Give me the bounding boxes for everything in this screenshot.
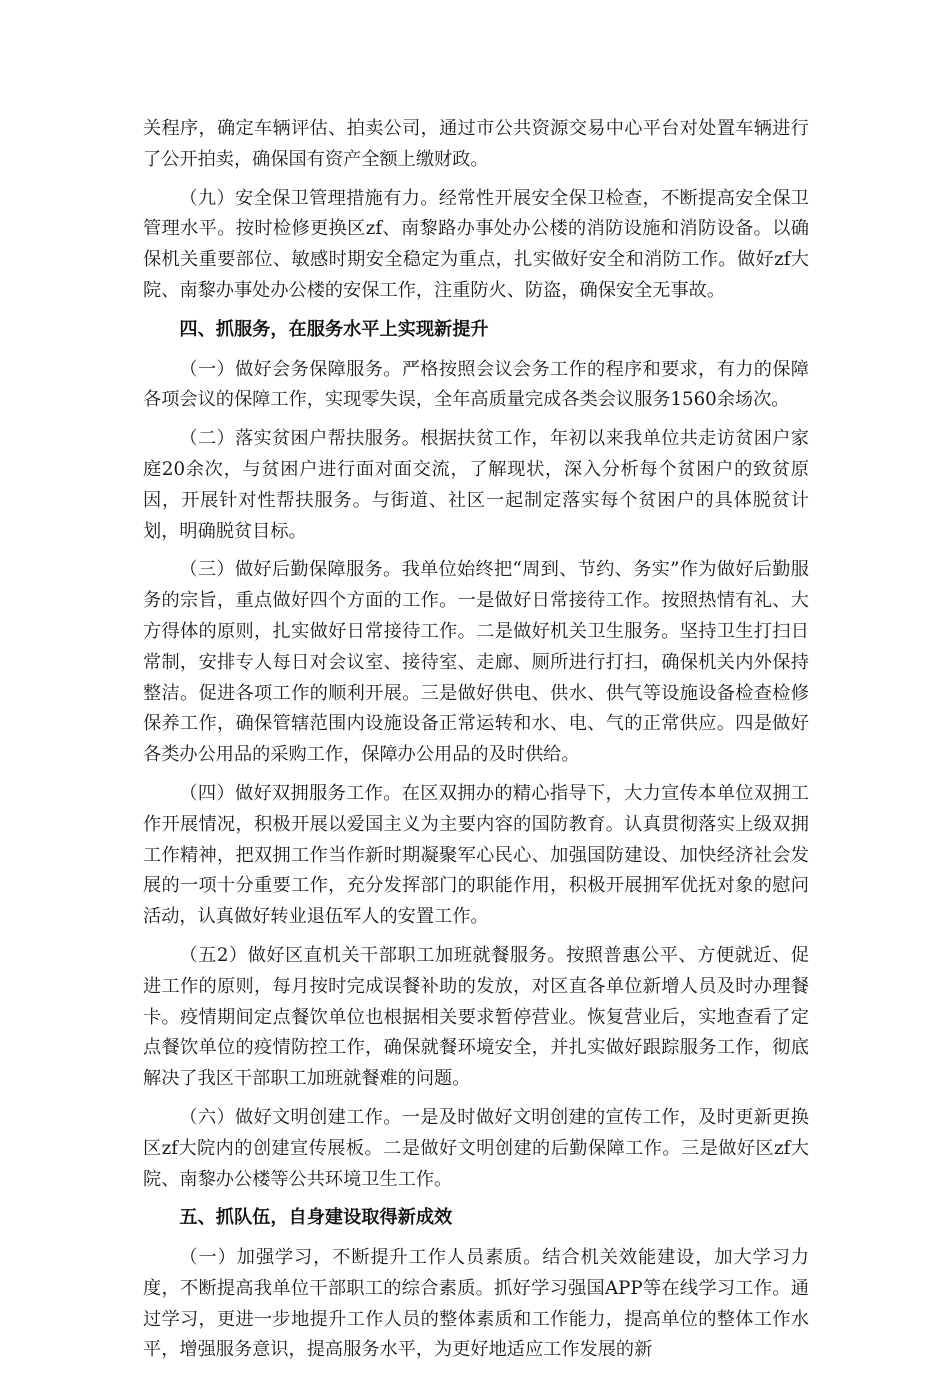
paragraph-continuation: 关程序，确定车辆评估、拍卖公司，通过市公共资源交易中心平台对处置车辆进行了公开拍卖，确保国有资产全额上缴财政。: [143, 118, 809, 170]
document-page: [143, 114, 809, 1374]
paragraph-poverty-assistance: （二）落实贫困户帮扶服务。根据扶贫工作，年初以来我单位共走访贫困户家庭20余次，与贫困户进行面对面交流，了解现状，深入分析每个贫困户的致贫原因，开展针对性帮扶服务。与街道、社区一起制定落实每个贫困户的具体脱贫计划，明确脱贫目标。: [143, 428, 809, 542]
section-heading-service: 四、抓服务，在服务水平上实现新提升: [179, 318, 489, 340]
paragraph-security-management: （九）安全保卫管理措施有力。经常性开展安全保卫检查，不断提高安全保卫管理水平。按时检修更换区zf、南黎路办事处办公楼的消防设施和消防设备。以确保机关重要部位、敏感时期安全稳定为重点，扎实做好安全和消防工作。做好zf大院、南黎办事处办公楼的安保工作，注重防火、防盗，确保安全无事故。: [143, 187, 809, 301]
paragraph-civilization-creation: （六）做好文明创建工作。一是及时做好文明创建的宣传工作，及时更新更换区zf大院内的创建宣传展板。二是做好文明创建的后勤保障工作。三是做好区zf大院、南黎办公楼等公共环境卫生工作。: [143, 1106, 809, 1190]
paragraph-meeting-service: （一）做好会务保障服务。严格按照会议会务工作的程序和要求，有力的保障各项会议的保障工作，实现零失误，全年高质量完成各类会议服务1560余场次。: [143, 358, 809, 411]
paragraph-strengthen-learning: （一）加强学习，不断提升工作人员素质。结合机关效能建设，加大学习力度，不断提高我单位干部职工的综合素质。抓好学习强国APP等在线学习工作。通过学习，更进一步地提升工作人员的整体素质和工作能力，提高单位的整体工作水平，增强服务意识，提高服务水平，为更好地适应工作发展的新: [143, 1247, 809, 1361]
paragraph-military-support: （四）做好双拥服务工作。在区双拥办的精心指导下，大力宣传本单位双拥工作开展情况，积极开展以爱国主义为主要内容的国防教育。认真贯彻落实上级双拥工作精神，把双拥工作当作新时期凝聚军心民心、加强国防建设、加快经济社会发展的一项十分重要工作，充分发挥部门的职能作用，积极开展拥军优抚对象的慰问活动，认真做好转业退伍军人的安置工作。: [143, 782, 809, 928]
paragraph-overtime-meals: （五2）做好区直机关干部职工加班就餐服务。按照普惠公平、方便就近、促进工作的原则，每月按时完成误餐补助的发放，对区直各单位新增人员及时办理餐卡。疫情期间定点餐饮单位也根据相关要求暂停营业。恢复营业后，实地查看了定点餐饮单位的疫情防控工作，确保就餐环境安全，并扎实做好跟踪服务工作，彻底解决了我区干部职工加班就餐难的问题。: [143, 944, 809, 1090]
paragraph-logistics-service: （三）做好后勤保障服务。我单位始终把“周到、节约、务实”作为做好后勤服务的宗旨，重点做好四个方面的工作。一是做好日常接待工作。按照热情有礼、大方得体的原则，扎实做好日常接待工作。二是做好机关卫生服务。坚持卫生打扫日常制，安排专人每日对会议室、接待室、走廊、厕所进行打扫，确保机关内外保持整洁。促进各项工作的顺利开展。三是做好供电、供水、供气等设施设备检查检修保养工作，确保管辖范围内设施设备正常运转和水、电、气的正常供应。四是做好各类办公用品的采购工作，保障办公用品的及时供给。: [143, 559, 809, 766]
section-heading-team: 五、抓队伍，自身建设取得新成效: [179, 1207, 453, 1229]
